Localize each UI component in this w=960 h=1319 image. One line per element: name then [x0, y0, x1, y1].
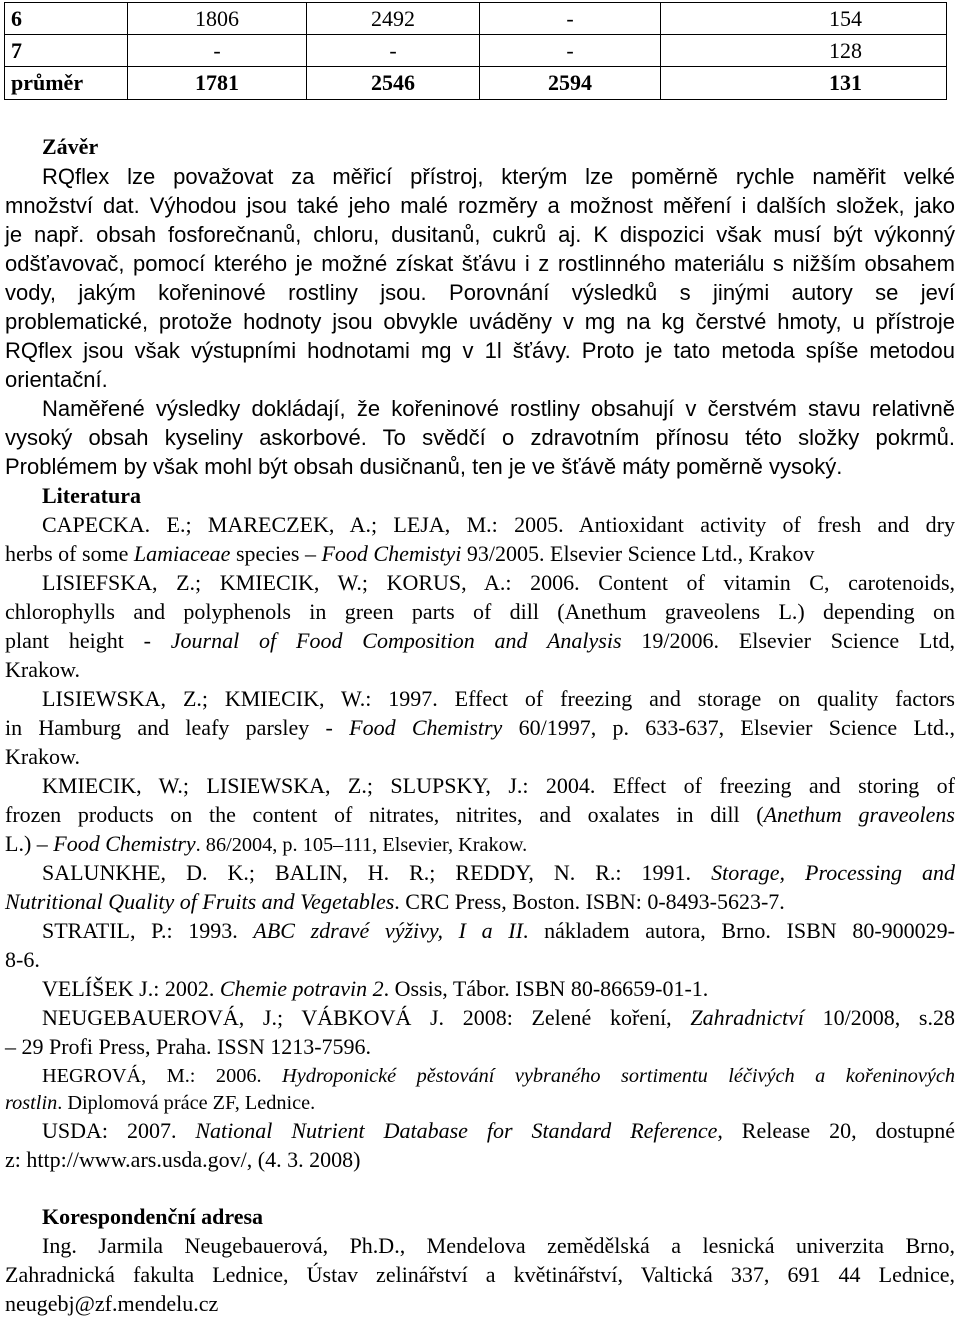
paragraph-line: RQflex lze považovat za měřicí přístroj, kterým lze poměrně rychle naměřit velké	[42, 164, 955, 189]
table-cell: 1781	[128, 67, 307, 100]
section-heading-zaver: Závěr	[42, 134, 99, 159]
reference-line: plant height - Journal of Food Composition and Analysis 19/2006. Elsevier Science Ltd,	[5, 628, 956, 653]
table-cell: 154	[661, 3, 947, 35]
reference-line: Krakow.	[5, 657, 80, 682]
reference-line: herbs of some Lamiaceae species – Food Chemistyi 93/2005. Elsevier Science Ltd., Krakov	[5, 541, 815, 566]
table-cell: -	[480, 3, 661, 35]
reference-line: STRATIL, P.: 1993. ABC zdravé výživy, I a II. nákladem autora, Brno. ISBN 80-900029-	[42, 918, 955, 943]
reference-line: USDA: 2007. National Nutrient Database for Standard Reference, Release 20, dostupné	[42, 1118, 955, 1143]
paragraph-line: množství dat. Výhodou jsou také jeho malé rozměry a možnost měření i dalších složek, jako	[5, 193, 955, 218]
reference-line: frozen products on the content of nitrates, nitrites, and oxalates in dill (Anethum graveolens	[5, 802, 955, 827]
reference-line: 8-6.	[5, 947, 40, 972]
results-table	[4, 2, 947, 100]
row-label: 6	[5, 3, 128, 35]
paragraph-line: RQflex jsou však výstupními hodnotami mg v 1l šťávy. Proto je tato metoda spíše metodou	[5, 338, 955, 363]
table-row-average	[5, 67, 947, 100]
row-label: 7	[5, 35, 128, 67]
reference-line: chlorophylls and polyphenols in green parts of dill (Anethum graveolens L.) depending on	[5, 599, 955, 624]
reference-line: – 29 Profi Press, Praha. ISSN 1213-7596.	[5, 1034, 372, 1059]
table-cell: 2594	[480, 67, 661, 100]
table-cell: -	[480, 35, 661, 67]
address-line: Ing. Jarmila Neugebauerová, Ph.D., Mendelova zemědělská a lesnická univerzita Brno,	[42, 1233, 955, 1258]
reference-line: KMIECIK, W.; LISIEWSKA, Z.; SLUPSKY, J.: 2004. Effect of freezing and storing of	[42, 773, 955, 798]
section-heading-literatura: Literatura	[42, 483, 141, 508]
reference-line: SALUNKHE, D. K.; BALIN, H. R.; REDDY, N. R.: 1991. Storage, Processing and	[42, 860, 955, 885]
table-row	[5, 35, 947, 67]
reference-line: Nutritional Quality of Fruits and Vegetables. CRC Press, Boston. ISBN: 0-8493-5623-7.	[5, 889, 785, 914]
table-cell: -	[128, 35, 307, 67]
table-cell: 2546	[307, 67, 480, 100]
reference-line: NEUGEBAUEROVÁ, J.; VÁBKOVÁ J. 2008: Zelené koření, Zahradnictví 10/2008, s.28	[42, 1005, 955, 1030]
reference-line: in Hamburg and leafy parsley - Food Chemistry 60/1997, p. 633-637, Elsevier Science Ltd.,	[5, 715, 955, 740]
reference-line: LISIEWSKA, Z.; KMIECIK, W.: 1997. Effect of freezing and storage on quality factors	[42, 686, 955, 711]
paragraph-line: orientační.	[5, 367, 108, 392]
paragraph-line: odšťavovač, pomocí kterého je možné získat šťávu i z rostlinného materiálu s nižším obsahem	[5, 251, 955, 276]
paragraph-line: vody, jakým kořeninové rostliny jsou. Porovnání výsledků s jinými autory se jeví	[5, 280, 955, 305]
table-cell: 2492	[307, 3, 480, 35]
paragraph-line: Problémem by však mohl být obsah dusičnanů, ten je ve šťávě máty poměrně vysoký.	[5, 454, 843, 479]
reference-line: HEGROVÁ, M.: 2006. Hydroponické pěstování vybraného sortimentu léčivých a kořeninových	[42, 1065, 955, 1087]
paragraph-line: je např. obsah fosforečnanů, chloru, dusitanů, cukrů aj. K dispozici však musí být výkonný	[5, 222, 955, 247]
address-line: Zahradnická fakulta Lednice, Ústav zelinářství a květinářství, Valtická 337, 691 44 Lednice,	[5, 1262, 955, 1287]
row-label: průměr	[5, 67, 128, 100]
table-cell: 128	[661, 35, 947, 67]
reference-line: L.) – Food Chemistry. 86/2004, p. 105–111, Elsevier, Krakow.	[5, 831, 528, 856]
reference-line: Krakow.	[5, 744, 80, 769]
reference-line: LISIEFSKA, Z.; KMIECIK, W.; KORUS, A.: 2006. Content of vitamin C, carotenoids,	[42, 570, 955, 595]
table-row	[5, 3, 947, 35]
table-cell: -	[307, 35, 480, 67]
table-cell: 131	[661, 67, 947, 100]
paragraph-line: problematické, protože hodnoty jsou obvykle uváděny v mg na kg čerstvé hmoty, u přístroje	[5, 309, 955, 334]
email-text: neugebj@zf.mendelu.cz	[5, 1291, 219, 1316]
reference-line: CAPECKA. E.; MARECZEK, A.; LEJA, M.: 2005. Antioxidant activity of fresh and dry	[42, 512, 955, 537]
paragraph-line: Naměřené výsledky dokládají, že kořeninové rostliny obsahují v čerstvém stavu relativně	[42, 396, 955, 421]
table-cell: 1806	[128, 3, 307, 35]
paragraph-line: vysoký obsah kyseliny askorbové. To svědčí o zdravotním přínosu této složky pokrmů.	[5, 425, 955, 450]
reference-line: VELÍŠEK J.: 2002. Chemie potravin 2. Ossis, Tábor. ISBN 80-86659-01-1.	[42, 976, 709, 1001]
reference-line: rostlin. Diplomová práce ZF, Lednice.	[5, 1092, 316, 1114]
reference-line: z: http://www.ars.usda.gov/, (4. 3. 2008)	[5, 1147, 361, 1172]
section-heading-korespondence: Korespondenční adresa	[42, 1204, 264, 1229]
